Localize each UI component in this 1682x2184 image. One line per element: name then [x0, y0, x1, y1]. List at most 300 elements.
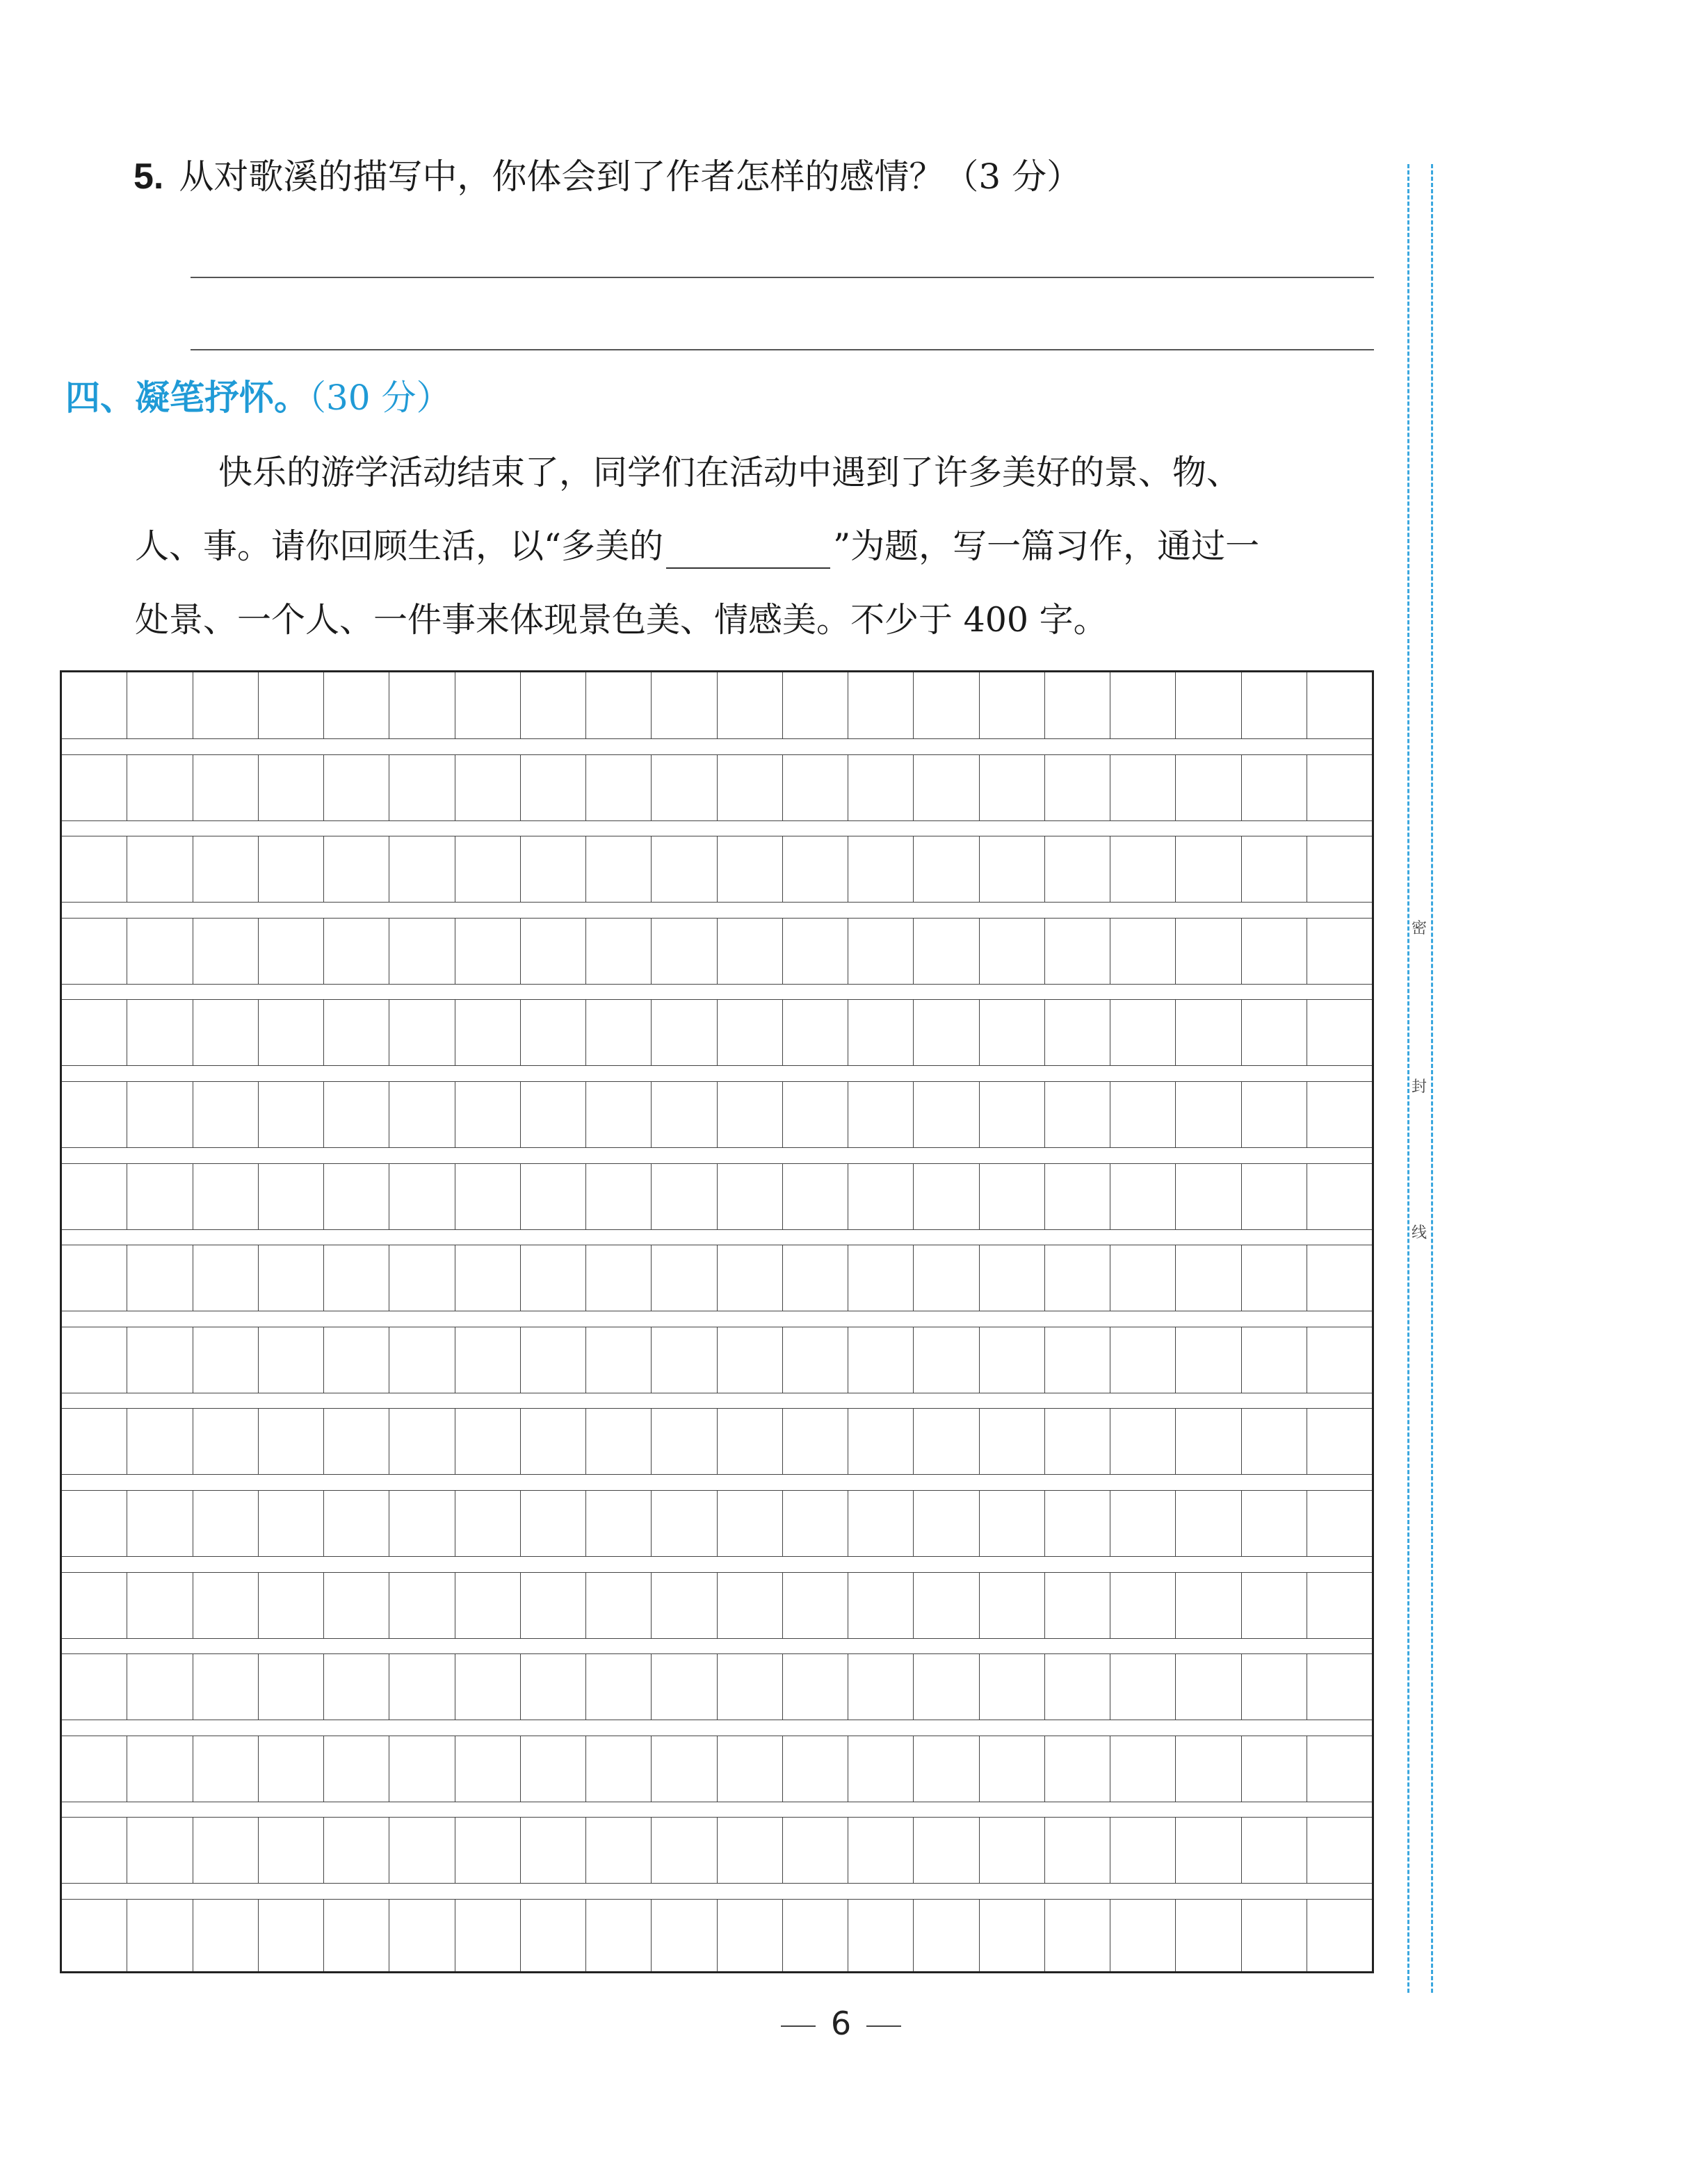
grid-cell[interactable] [783, 1082, 848, 1147]
grid-cell[interactable] [914, 1818, 979, 1883]
grid-cell[interactable] [127, 672, 193, 738]
grid-cell[interactable] [389, 1736, 455, 1802]
grid-cell[interactable] [1045, 755, 1110, 820]
grid-cell[interactable] [455, 1654, 521, 1720]
grid-cell[interactable] [1307, 1245, 1372, 1311]
grid-cell[interactable] [1242, 672, 1307, 738]
grid-cell[interactable] [62, 1245, 127, 1311]
grid-cell[interactable] [1176, 1654, 1241, 1720]
grid-cell[interactable] [259, 1654, 324, 1720]
grid-cell[interactable] [455, 1491, 521, 1556]
grid-cell[interactable] [586, 836, 652, 902]
grid-cell[interactable] [1045, 1900, 1110, 1971]
grid-cell[interactable] [1045, 1573, 1110, 1638]
grid-cell[interactable] [848, 1327, 914, 1393]
grid-cell[interactable] [1110, 1654, 1176, 1720]
grid-cell[interactable] [783, 672, 848, 738]
grid-cell[interactable] [1110, 1736, 1176, 1802]
grid-cell[interactable] [193, 1164, 259, 1229]
grid-cell[interactable] [718, 1164, 783, 1229]
grid-cell[interactable] [718, 1082, 783, 1147]
grid-cell[interactable] [914, 1082, 979, 1147]
grid-cell[interactable] [62, 755, 127, 820]
grid-cell[interactable] [652, 1654, 717, 1720]
grid-cell[interactable] [1307, 1491, 1372, 1556]
grid-cell[interactable] [718, 1000, 783, 1065]
grid-cell[interactable] [848, 755, 914, 820]
grid-cell[interactable] [586, 1327, 652, 1393]
grid-cell[interactable] [848, 836, 914, 902]
grid-cell[interactable] [193, 1900, 259, 1971]
grid-cell[interactable] [980, 836, 1045, 902]
grid-cell[interactable] [783, 1573, 848, 1638]
grid-cell[interactable] [848, 1409, 914, 1474]
grid-cell[interactable] [1110, 1491, 1176, 1556]
grid-cell[interactable] [1176, 672, 1241, 738]
grid-cell[interactable] [1176, 1409, 1241, 1474]
grid-cell[interactable] [1307, 1900, 1372, 1971]
grid-cell[interactable] [980, 1491, 1045, 1556]
grid-cell[interactable] [914, 755, 979, 820]
grid-cell[interactable] [1176, 1082, 1241, 1147]
grid-cell[interactable] [1176, 1900, 1241, 1971]
grid-cell[interactable] [1242, 1409, 1307, 1474]
grid-cell[interactable] [914, 1327, 979, 1393]
grid-cell[interactable] [718, 1491, 783, 1556]
grid-cell[interactable] [259, 1900, 324, 1971]
grid-cell[interactable] [783, 755, 848, 820]
grid-cell[interactable] [62, 836, 127, 902]
grid-cell[interactable] [783, 1900, 848, 1971]
grid-cell[interactable] [980, 1573, 1045, 1638]
grid-cell[interactable] [127, 1082, 193, 1147]
grid-cell[interactable] [1307, 1654, 1372, 1720]
grid-cell[interactable] [455, 1900, 521, 1971]
grid-cell[interactable] [914, 1000, 979, 1065]
grid-cell[interactable] [1307, 836, 1372, 902]
grid-cell[interactable] [521, 1000, 586, 1065]
grid-cell[interactable] [1045, 1818, 1110, 1883]
grid-cell[interactable] [521, 1245, 586, 1311]
grid-cell[interactable] [586, 1082, 652, 1147]
grid-cell[interactable] [324, 1573, 389, 1638]
grid-cell[interactable] [914, 1900, 979, 1971]
grid-cell[interactable] [783, 1327, 848, 1393]
grid-cell[interactable] [259, 1818, 324, 1883]
grid-cell[interactable] [914, 1491, 979, 1556]
grid-cell[interactable] [193, 1654, 259, 1720]
grid-cell[interactable] [980, 1900, 1045, 1971]
grid-cell[interactable] [652, 919, 717, 984]
grid-cell[interactable] [389, 1409, 455, 1474]
grid-cell[interactable] [62, 1818, 127, 1883]
grid-cell[interactable] [1176, 1000, 1241, 1065]
grid-cell[interactable] [586, 919, 652, 984]
grid-cell[interactable] [455, 1818, 521, 1883]
grid-cell[interactable] [324, 1900, 389, 1971]
grid-cell[interactable] [259, 755, 324, 820]
grid-cell[interactable] [652, 1736, 717, 1802]
grid-cell[interactable] [1242, 1245, 1307, 1311]
grid-cell[interactable] [1242, 1000, 1307, 1065]
grid-cell[interactable] [259, 1573, 324, 1638]
grid-cell[interactable] [652, 1900, 717, 1971]
grid-cell[interactable] [259, 836, 324, 902]
grid-cell[interactable] [980, 1245, 1045, 1311]
grid-cell[interactable] [1045, 1654, 1110, 1720]
grid-cell[interactable] [1045, 836, 1110, 902]
grid-cell[interactable] [652, 1245, 717, 1311]
grid-cell[interactable] [980, 1000, 1045, 1065]
grid-cell[interactable] [652, 1327, 717, 1393]
answer-line-1[interactable] [191, 277, 1374, 278]
answer-line-2[interactable] [191, 349, 1374, 350]
grid-cell[interactable] [1110, 1900, 1176, 1971]
grid-cell[interactable] [586, 672, 652, 738]
grid-cell[interactable] [193, 1000, 259, 1065]
grid-cell[interactable] [1045, 672, 1110, 738]
grid-cell[interactable] [62, 1164, 127, 1229]
grid-cell[interactable] [848, 1082, 914, 1147]
grid-cell[interactable] [259, 1409, 324, 1474]
grid-cell[interactable] [127, 1245, 193, 1311]
grid-cell[interactable] [718, 919, 783, 984]
grid-cell[interactable] [324, 1736, 389, 1802]
grid-cell[interactable] [127, 1573, 193, 1638]
grid-cell[interactable] [586, 1736, 652, 1802]
grid-cell[interactable] [521, 1082, 586, 1147]
grid-cell[interactable] [521, 1654, 586, 1720]
grid-cell[interactable] [455, 1573, 521, 1638]
grid-cell[interactable] [1307, 672, 1372, 738]
grid-cell[interactable] [127, 1409, 193, 1474]
grid-cell[interactable] [914, 836, 979, 902]
grid-cell[interactable] [1242, 1900, 1307, 1971]
grid-cell[interactable] [324, 1818, 389, 1883]
grid-cell[interactable] [324, 919, 389, 984]
grid-cell[interactable] [1176, 1491, 1241, 1556]
grid-cell[interactable] [62, 1000, 127, 1065]
grid-cell[interactable] [259, 1491, 324, 1556]
grid-cell[interactable] [1176, 1245, 1241, 1311]
grid-cell[interactable] [127, 755, 193, 820]
grid-cell[interactable] [455, 1736, 521, 1802]
grid-cell[interactable] [1110, 1000, 1176, 1065]
grid-cell[interactable] [914, 1573, 979, 1638]
grid-cell[interactable] [1110, 919, 1176, 984]
grid-cell[interactable] [324, 1164, 389, 1229]
grid-cell[interactable] [1110, 672, 1176, 738]
grid-cell[interactable] [259, 1245, 324, 1311]
grid-cell[interactable] [389, 672, 455, 738]
grid-cell[interactable] [193, 1736, 259, 1802]
grid-cell[interactable] [1045, 1000, 1110, 1065]
grid-cell[interactable] [193, 1573, 259, 1638]
grid-cell[interactable] [324, 1327, 389, 1393]
grid-cell[interactable] [389, 1164, 455, 1229]
grid-cell[interactable] [848, 1000, 914, 1065]
grid-cell[interactable] [259, 1000, 324, 1065]
grid-cell[interactable] [914, 672, 979, 738]
grid-cell[interactable] [521, 1409, 586, 1474]
grid-cell[interactable] [455, 1164, 521, 1229]
grid-cell[interactable] [521, 672, 586, 738]
grid-cell[interactable] [324, 836, 389, 902]
grid-cell[interactable] [718, 1327, 783, 1393]
grid-cell[interactable] [1045, 1736, 1110, 1802]
grid-cell[interactable] [193, 1491, 259, 1556]
grid-cell[interactable] [521, 1491, 586, 1556]
grid-cell[interactable] [848, 1573, 914, 1638]
grid-cell[interactable] [193, 1327, 259, 1393]
grid-cell[interactable] [783, 1736, 848, 1802]
grid-cell[interactable] [62, 1573, 127, 1638]
grid-cell[interactable] [1242, 1327, 1307, 1393]
grid-cell[interactable] [914, 1164, 979, 1229]
grid-cell[interactable] [1242, 1164, 1307, 1229]
grid-cell[interactable] [848, 1818, 914, 1883]
grid-cell[interactable] [980, 755, 1045, 820]
grid-cell[interactable] [389, 1818, 455, 1883]
grid-cell[interactable] [1307, 1164, 1372, 1229]
grid-cell[interactable] [1045, 919, 1110, 984]
grid-cell[interactable] [980, 1818, 1045, 1883]
grid-cell[interactable] [1307, 1818, 1372, 1883]
grid-cell[interactable] [1176, 1573, 1241, 1638]
grid-cell[interactable] [62, 1736, 127, 1802]
grid-cell[interactable] [914, 1736, 979, 1802]
grid-cell[interactable] [980, 1409, 1045, 1474]
grid-cell[interactable] [1110, 1818, 1176, 1883]
grid-cell[interactable] [980, 672, 1045, 738]
grid-cell[interactable] [718, 1409, 783, 1474]
grid-cell[interactable] [324, 1654, 389, 1720]
grid-cell[interactable] [259, 672, 324, 738]
grid-cell[interactable] [389, 755, 455, 820]
grid-cell[interactable] [783, 1818, 848, 1883]
grid-cell[interactable] [455, 1245, 521, 1311]
grid-cell[interactable] [914, 1409, 979, 1474]
grid-cell[interactable] [127, 1164, 193, 1229]
grid-cell[interactable] [783, 836, 848, 902]
grid-cell[interactable] [1307, 1736, 1372, 1802]
grid-cell[interactable] [455, 755, 521, 820]
grid-cell[interactable] [848, 1900, 914, 1971]
grid-cell[interactable] [324, 1491, 389, 1556]
grid-cell[interactable] [783, 1245, 848, 1311]
grid-cell[interactable] [127, 1900, 193, 1971]
grid-cell[interactable] [1176, 1164, 1241, 1229]
grid-cell[interactable] [455, 1327, 521, 1393]
grid-cell[interactable] [1045, 1327, 1110, 1393]
grid-cell[interactable] [127, 1818, 193, 1883]
grid-cell[interactable] [259, 1164, 324, 1229]
grid-cell[interactable] [848, 919, 914, 984]
grid-cell[interactable] [259, 1736, 324, 1802]
grid-cell[interactable] [914, 919, 979, 984]
grid-cell[interactable] [980, 1164, 1045, 1229]
grid-cell[interactable] [1045, 1164, 1110, 1229]
grid-cell[interactable] [652, 1818, 717, 1883]
grid-cell[interactable] [389, 1327, 455, 1393]
grid-cell[interactable] [980, 919, 1045, 984]
grid-cell[interactable] [389, 836, 455, 902]
grid-cell[interactable] [62, 1409, 127, 1474]
grid-cell[interactable] [1045, 1245, 1110, 1311]
grid-cell[interactable] [62, 672, 127, 738]
grid-cell[interactable] [652, 672, 717, 738]
grid-cell[interactable] [848, 1491, 914, 1556]
grid-cell[interactable] [1242, 1818, 1307, 1883]
grid-cell[interactable] [652, 1409, 717, 1474]
grid-cell[interactable] [324, 672, 389, 738]
grid-cell[interactable] [324, 1082, 389, 1147]
grid-cell[interactable] [783, 919, 848, 984]
grid-cell[interactable] [1176, 1818, 1241, 1883]
grid-cell[interactable] [127, 1736, 193, 1802]
grid-cell[interactable] [1307, 919, 1372, 984]
grid-cell[interactable] [62, 919, 127, 984]
grid-cell[interactable] [1045, 1491, 1110, 1556]
grid-cell[interactable] [521, 1573, 586, 1638]
grid-cell[interactable] [455, 1409, 521, 1474]
grid-cell[interactable] [1045, 1082, 1110, 1147]
grid-cell[interactable] [1110, 836, 1176, 902]
grid-cell[interactable] [193, 1082, 259, 1147]
grid-cell[interactable] [718, 836, 783, 902]
grid-cell[interactable] [1307, 1573, 1372, 1638]
grid-cell[interactable] [848, 1654, 914, 1720]
grid-cell[interactable] [127, 836, 193, 902]
grid-cell[interactable] [193, 1245, 259, 1311]
grid-cell[interactable] [652, 1082, 717, 1147]
grid-cell[interactable] [848, 1736, 914, 1802]
grid-cell[interactable] [521, 1818, 586, 1883]
grid-cell[interactable] [980, 1327, 1045, 1393]
grid-cell[interactable] [1176, 1736, 1241, 1802]
grid-cell[interactable] [389, 1573, 455, 1638]
grid-cell[interactable] [193, 1409, 259, 1474]
grid-cell[interactable] [1176, 755, 1241, 820]
grid-cell[interactable] [718, 1900, 783, 1971]
grid-cell[interactable] [521, 1736, 586, 1802]
grid-cell[interactable] [718, 1573, 783, 1638]
grid-cell[interactable] [980, 1736, 1045, 1802]
grid-cell[interactable] [914, 1245, 979, 1311]
grid-cell[interactable] [1110, 1573, 1176, 1638]
grid-cell[interactable] [1242, 1082, 1307, 1147]
grid-cell[interactable] [652, 836, 717, 902]
grid-cell[interactable] [324, 1000, 389, 1065]
grid-cell[interactable] [718, 1736, 783, 1802]
grid-cell[interactable] [193, 755, 259, 820]
grid-cell[interactable] [1307, 1409, 1372, 1474]
grid-cell[interactable] [127, 1654, 193, 1720]
grid-cell[interactable] [127, 1491, 193, 1556]
grid-cell[interactable] [324, 1245, 389, 1311]
grid-cell[interactable] [389, 1000, 455, 1065]
grid-cell[interactable] [586, 1245, 652, 1311]
grid-cell[interactable] [914, 1654, 979, 1720]
grid-cell[interactable] [980, 1654, 1045, 1720]
grid-cell[interactable] [521, 919, 586, 984]
grid-cell[interactable] [783, 1654, 848, 1720]
grid-cell[interactable] [521, 1164, 586, 1229]
grid-cell[interactable] [1242, 919, 1307, 984]
grid-cell[interactable] [783, 1000, 848, 1065]
grid-cell[interactable] [1110, 1245, 1176, 1311]
grid-cell[interactable] [848, 1164, 914, 1229]
grid-cell[interactable] [1110, 1164, 1176, 1229]
grid-cell[interactable] [324, 1409, 389, 1474]
grid-cell[interactable] [980, 1082, 1045, 1147]
grid-cell[interactable] [586, 1491, 652, 1556]
grid-cell[interactable] [1242, 1654, 1307, 1720]
grid-cell[interactable] [259, 919, 324, 984]
grid-cell[interactable] [1176, 919, 1241, 984]
grid-cell[interactable] [62, 1900, 127, 1971]
grid-cell[interactable] [1176, 836, 1241, 902]
grid-cell[interactable] [521, 1327, 586, 1393]
grid-cell[interactable] [389, 919, 455, 984]
grid-cell[interactable] [455, 836, 521, 902]
grid-cell[interactable] [127, 1327, 193, 1393]
grid-cell[interactable] [1110, 755, 1176, 820]
grid-cell[interactable] [389, 1082, 455, 1147]
grid-cell[interactable] [848, 672, 914, 738]
grid-cell[interactable] [1242, 1573, 1307, 1638]
grid-cell[interactable] [389, 1654, 455, 1720]
grid-cell[interactable] [1110, 1082, 1176, 1147]
grid-cell[interactable] [1110, 1409, 1176, 1474]
grid-cell[interactable] [1307, 1000, 1372, 1065]
grid-cell[interactable] [62, 1491, 127, 1556]
grid-cell[interactable] [389, 1245, 455, 1311]
grid-cell[interactable] [783, 1491, 848, 1556]
grid-cell[interactable] [62, 1654, 127, 1720]
grid-cell[interactable] [1307, 755, 1372, 820]
grid-cell[interactable] [62, 1327, 127, 1393]
grid-cell[interactable] [259, 1327, 324, 1393]
grid-cell[interactable] [652, 1573, 717, 1638]
grid-cell[interactable] [259, 1082, 324, 1147]
writing-grid[interactable] [60, 670, 1374, 1973]
grid-cell[interactable] [62, 1082, 127, 1147]
grid-cell[interactable] [127, 1000, 193, 1065]
grid-cell[interactable] [1242, 755, 1307, 820]
grid-cell[interactable] [127, 919, 193, 984]
grid-cell[interactable] [324, 755, 389, 820]
grid-cell[interactable] [1307, 1327, 1372, 1393]
grid-cell[interactable] [586, 755, 652, 820]
grid-cell[interactable] [1242, 1491, 1307, 1556]
grid-cell[interactable] [652, 1164, 717, 1229]
grid-cell[interactable] [455, 1000, 521, 1065]
grid-cell[interactable] [718, 1818, 783, 1883]
grid-cell[interactable] [718, 672, 783, 738]
grid-cell[interactable] [1242, 836, 1307, 902]
grid-cell[interactable] [652, 1000, 717, 1065]
grid-cell[interactable] [1110, 1327, 1176, 1393]
grid-cell[interactable] [586, 1654, 652, 1720]
grid-cell[interactable] [783, 1164, 848, 1229]
grid-cell[interactable] [586, 1000, 652, 1065]
grid-cell[interactable] [1307, 1082, 1372, 1147]
grid-cell[interactable] [455, 919, 521, 984]
grid-cell[interactable] [783, 1409, 848, 1474]
grid-cell[interactable] [455, 672, 521, 738]
grid-cell[interactable] [389, 1491, 455, 1556]
